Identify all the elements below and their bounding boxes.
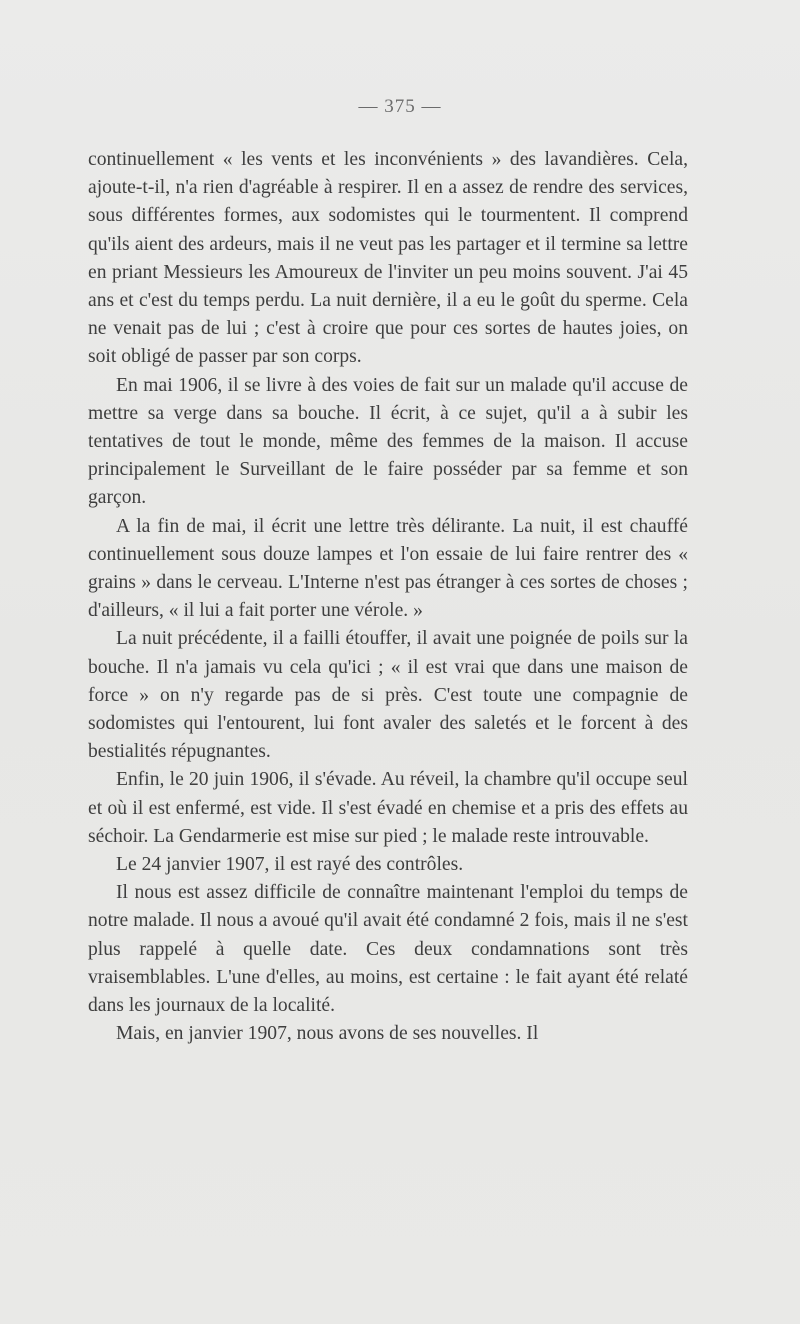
paragraph-7: Il nous est assez difficile de connaître maintenant l'emploi du temps de notre malade. Il nous a avoué qu'il avait été condamné 2 fois, mais il ne s'est plus rappelé à quelle date. Ces deux condamnations sont très vraisemblables. L'une d'elles, au moins, est certaine : le fait ayant été relaté dans les journaux de la localité. — [88, 882, 688, 1017]
page-number: — 375 — — [358, 96, 442, 117]
paragraph-1: continuellement « les vents et les inconvénients » des lavandières. Cela, ajoute-t-il, n'a rien d'agréable à respirer. Il en a assez de rendre des services, sous différentes formes, aux sodomistes qui le tourmentent. Il comprend qu'ils aient des ardeurs, mais il ne veut pas les partager et il termine sa lettre en priant Messieurs les Amoureux de l'inviter un peu moins souvent. J'ai 45 ans et c'est du temps perdu. La nuit dernière, il a eu le goût du sperme. Cela ne venait pas de lui ; c'est à croire que pour ces sortes de hautes joies, on soit obligé de passer par son corps. — [88, 149, 688, 368]
paragraph-4: La nuit précédente, il a failli étouffer, il avait une poignée de poils sur la bouche. Il n'a jamais vu cela qu'ici ; « il est vrai que dans une maison de force » on n'y regarde pas de si près. C'est toute une compagnie de sodomistes qui l'entourent, lui font avaler des saletés et le forcent à des bestialités répugnantes. — [88, 628, 688, 763]
paragraph-6: Le 24 janvier 1907, il est rayé des contrôles. — [116, 854, 464, 876]
paragraph-8: Mais, en janvier 1907, nous avons de ses nouvelles. Il — [116, 1023, 539, 1045]
paragraph-5: Enfin, le 20 juin 1906, il s'évade. Au réveil, la chambre qu'il occupe seul et où il est enfermé, est vide. Il s'est évadé en chemise et a pris des effets au séchoir. La Gendarmerie est mise sur pied ; le malade reste introuvable. — [88, 769, 688, 847]
paragraph-2: En mai 1906, il se livre à des voies de fait sur un malade qu'il accuse de mettre sa verge dans sa bouche. Il écrit, à ce sujet, qu'il a à subir les tentatives de tout le monde, même des femmes de la maison. Il accuse principalement le Surveillant de le faire posséder par sa femme et son garçon. — [88, 374, 688, 509]
paragraph-3: A la fin de mai, il écrit une lettre très délirante. La nuit, il est chauffé continuellement sous douze lampes et l'on essaie de lui faire rentrer des « grains » dans le cerveau. L'Interne n'est pas étranger à ces sortes de choses ; d'ailleurs, « il lui a fait porter une vérole. » — [88, 515, 688, 622]
body-text — [88, 146, 688, 1049]
